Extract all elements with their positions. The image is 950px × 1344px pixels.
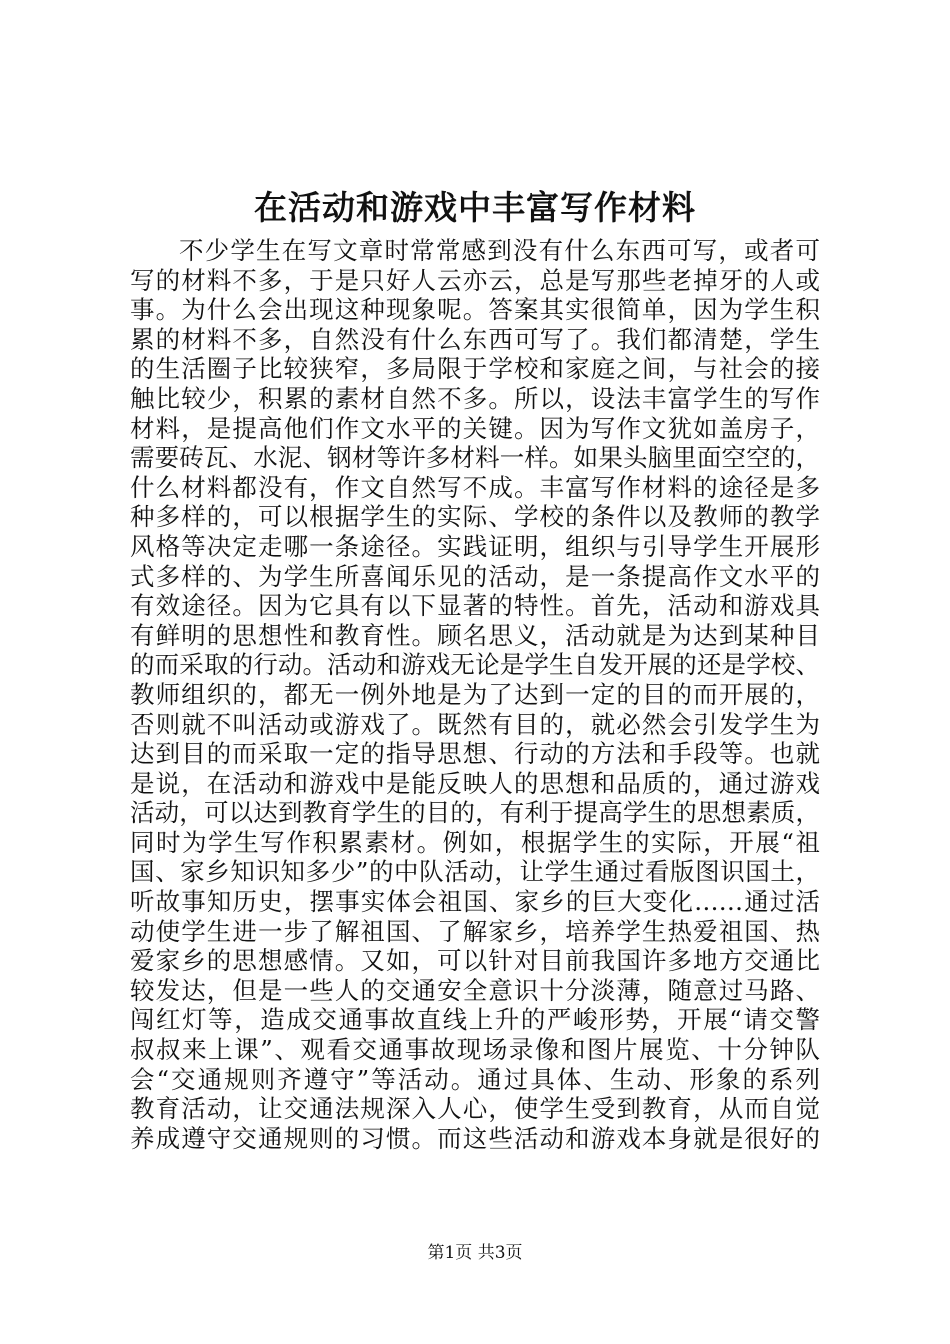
paragraph-line: 教师组织的，都无一例外地是为了达到一定的目的而开展的， — [130, 679, 820, 709]
paragraph-line: 什么材料都没有，作文自然写不成。丰富写作材料的途径是多 — [130, 472, 820, 502]
paragraph-line: 同时为学生写作积累素材。例如，根据学生的实际，开展“祖 — [130, 827, 820, 857]
paragraph-line: 叔叔来上课”、观看交通事故现场录像和图片展览、十分钟队 — [130, 1035, 820, 1065]
paragraph-line: 爱家乡的思想感情。又如，可以针对目前我国许多地方交通比 — [130, 946, 820, 976]
paragraph-line: 活动，可以达到教育学生的目的，有利于提高学生的思想素质， — [130, 798, 820, 828]
paragraph-line: 风格等决定走哪一条途径。实践证明，组织与引导学生开展形 — [130, 531, 820, 561]
paragraph-line: 不少学生在写文章时常常感到没有什么东西可写，或者可 — [179, 236, 820, 265]
paragraph-line: 否则就不叫活动或游戏了。既然有目的，就必然会引发学生为 — [130, 709, 820, 739]
paragraph-line: 累的材料不多，自然没有什么东西可写了。我们都清楚，学生 — [130, 324, 820, 354]
paragraph-line: 的生活圈子比较狭窄，多局限于学校和家庭之间，与社会的接 — [130, 354, 820, 384]
paragraph-line: 达到目的而采取一定的指导思想、行动的方法和手段等。也就 — [130, 739, 820, 769]
paragraph-line: 会“交通规则齐遵守”等活动。通过具体、生动、形象的系列 — [130, 1064, 820, 1094]
paragraph-line: 听故事知历史，摆事实体会祖国、家乡的巨大变化……通过活 — [130, 887, 820, 917]
paragraph-line: 教育活动，让交通法规深入人心，使学生受到教育，从而自觉 — [130, 1094, 820, 1124]
paragraph-line: 较发达，但是一些人的交通安全意识十分淡薄，随意过马路、 — [130, 975, 820, 1005]
paragraph-line: 有鲜明的思想性和教育性。顾名思义，活动就是为达到某种目 — [130, 620, 820, 650]
document-title: 在活动和游戏中丰富写作材料 — [254, 188, 696, 227]
paragraph-line: 有效途径。因为它具有以下显著的特性。首先，活动和游戏具 — [130, 591, 820, 621]
paragraph-line: 养成遵守交通规则的习惯。而这些活动和游戏本身就是很好的 — [130, 1123, 820, 1153]
paragraph-line: 种多样的，可以根据学生的实际、学校的条件以及教师的教学 — [130, 502, 820, 532]
document-body — [130, 236, 820, 1153]
paragraph-line: 闯红灯等，造成交通事故直线上升的严峻形势，开展“请交警 — [130, 1005, 820, 1035]
paragraph-line: 需要砖瓦、水泥、钢材等许多材料一样。如果头脑里面空空的， — [130, 443, 820, 473]
paragraph-line: 国、家乡知识知多少”的中队活动，让学生通过看版图识国土， — [130, 857, 820, 887]
paragraph-line: 写的材料不多，于是只好人云亦云，总是写那些老掉牙的人或 — [130, 265, 820, 295]
paragraph-line: 式多样的、为学生所喜闻乐见的活动，是一条提高作文水平的 — [130, 561, 820, 591]
paragraph-line: 触比较少，积累的素材自然不多。所以，设法丰富学生的写作 — [130, 383, 820, 413]
page-number-label: 第1页 共3页 — [427, 1243, 523, 1263]
paragraph-line: 的而采取的行动。活动和游戏无论是学生自发开展的还是学校、 — [130, 650, 820, 680]
paragraph-line: 动使学生进一步了解祖国、了解家乡，培养学生热爱祖国、热 — [130, 916, 820, 946]
paragraph-line: 事。为什么会出现这种现象呢。答案其实很简单，因为学生积 — [130, 295, 820, 325]
paragraph-line: 材料，是提高他们作文水平的关键。因为写作文犹如盖房子， — [130, 413, 820, 443]
page-footer — [0, 1242, 950, 1264]
paragraph-line: 是说，在活动和游戏中是能反映人的思想和品质的，通过游戏 — [130, 768, 820, 798]
